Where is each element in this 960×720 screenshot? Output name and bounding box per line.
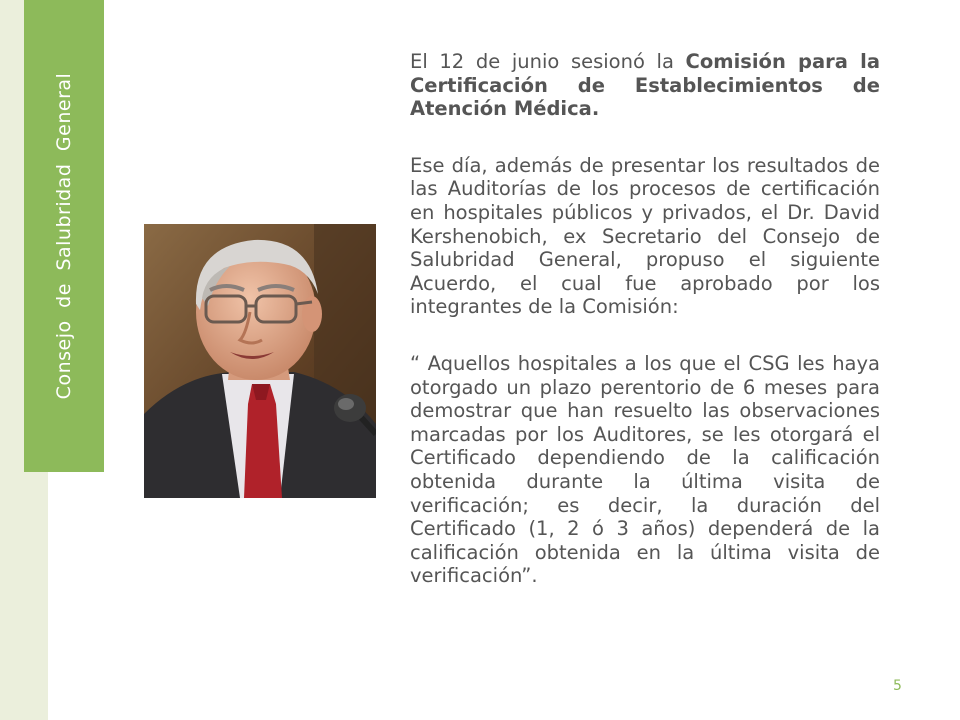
sidebar-tab (24, 0, 104, 472)
sidebar-title: Consejo de Salubridad General (53, 72, 75, 400)
paragraph-session-prefix: El 12 de junio sesionó la (410, 50, 686, 73)
page-number: 5 (893, 678, 902, 694)
main-content (410, 50, 880, 588)
portrait-photo (144, 224, 376, 498)
commission-name: Comisión para la Certificación de Establecimientos de Atención Médica. (410, 50, 881, 121)
paragraph-agreement-quote: “ Aquellos hospitales a los que el CSG les haya otorgado un plazo perentorio de 6 meses para demostrar que han resuelto las observaciones marcadas por los Auditores, se les otorgará el Certificado dependiendo de la calificación obtenida durante la última visita de verificación; es decir, la duración del Certificado (1, 2 ó 3 años) dependerá de la calificación obtenida en la última visita de verificación”. (410, 351, 880, 588)
paragraph-session (410, 50, 880, 121)
portrait-illustration (144, 224, 376, 498)
paragraph-audit: Ese día, además de presentar los resultados de las Auditorías de los procesos de certificación en hospitales públicos y privados, el Dr. David Kershenobich, ex Secretario del Consejo de Salubridad General, propuso el siguiente Acuerdo, el cual fue aprobado por los integrantes de la Comisión: (410, 153, 880, 319)
